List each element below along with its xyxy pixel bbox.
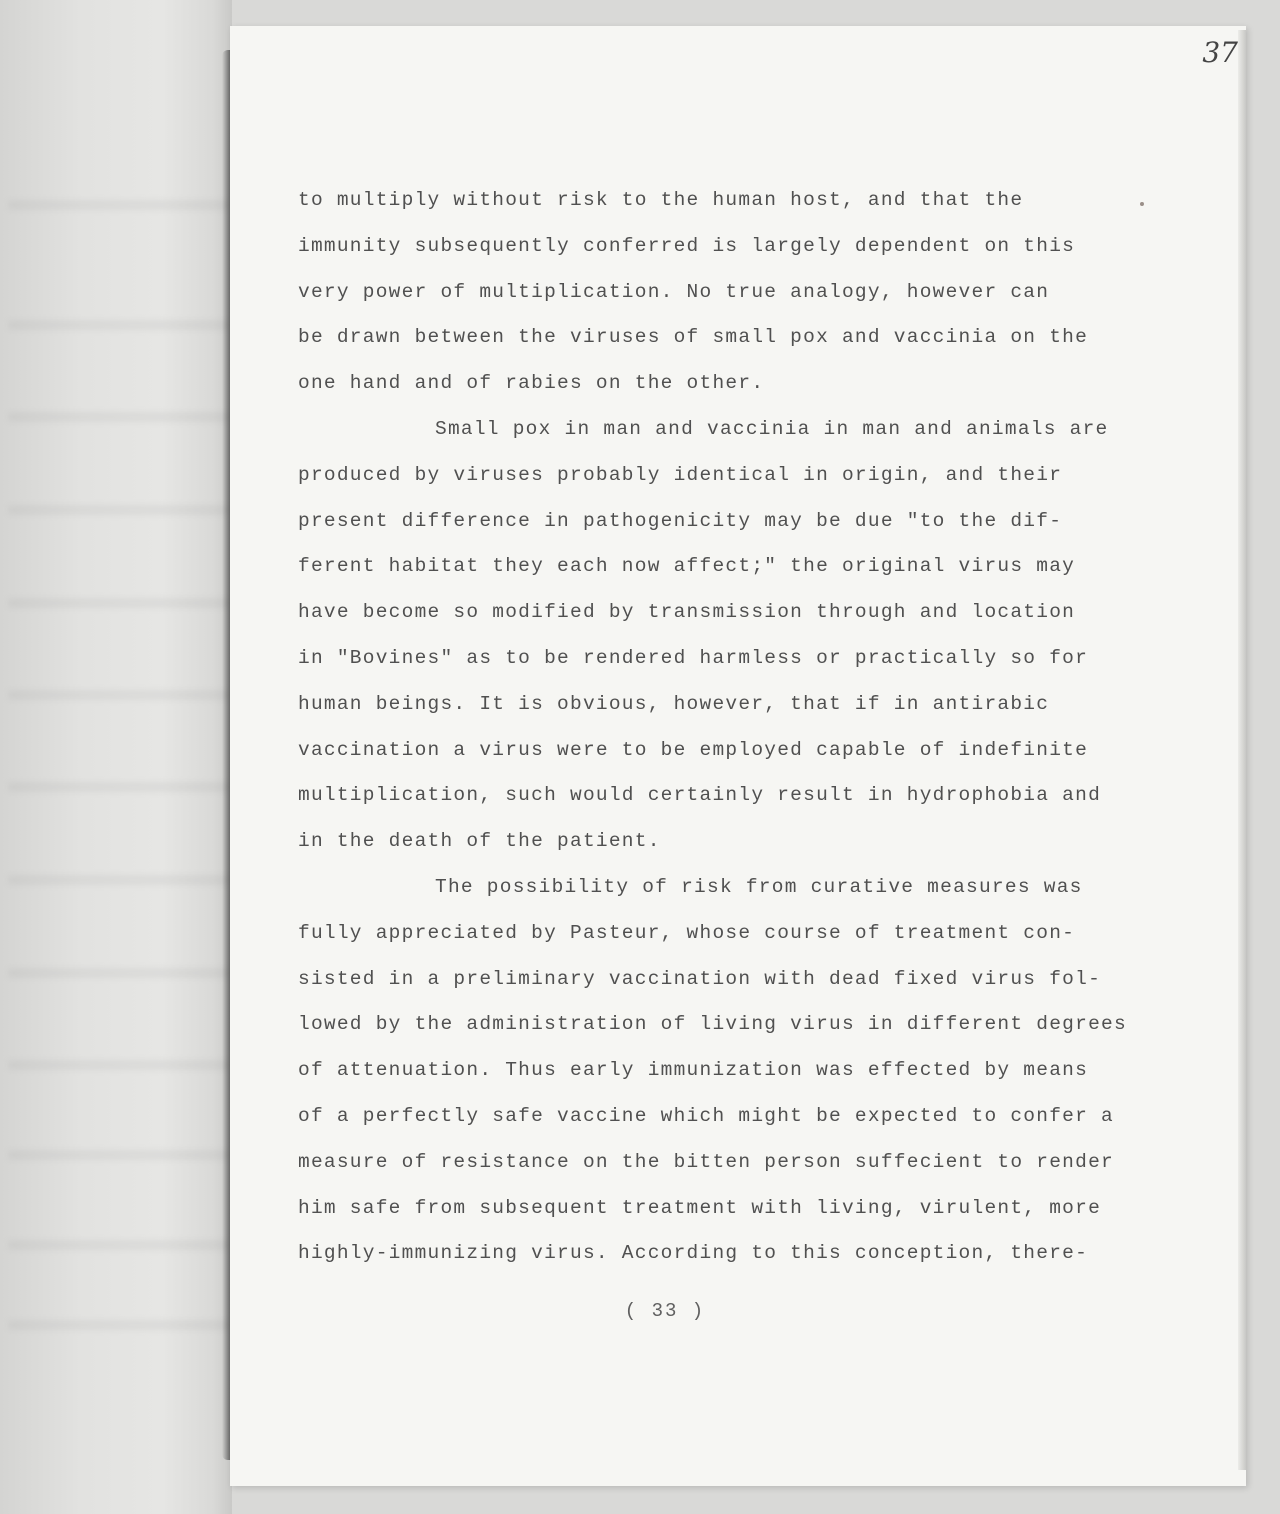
paragraph-start-line: The possibility of risk from curative measures was xyxy=(435,875,1083,898)
text-line: highly-immunizing virus. According to this conception, there- xyxy=(298,1242,1089,1265)
text-line: in "Bovines" as to be rendered harmless or practically so for xyxy=(298,646,1089,669)
faded-text-line xyxy=(8,320,232,330)
faded-text-line xyxy=(8,1150,232,1160)
faded-text-line xyxy=(8,782,232,792)
text-line: him safe from subsequent treatment with living, virulent, more xyxy=(298,1196,1102,1219)
text-line: vaccination a virus were to be employed capable of indefinite xyxy=(298,738,1089,761)
faded-text-line xyxy=(8,968,232,978)
body-text xyxy=(298,178,1198,1277)
text-line: measure of resistance on the bitten person suffecient to render xyxy=(298,1150,1114,1173)
typewritten-page xyxy=(230,26,1246,1486)
page-edge xyxy=(1238,30,1246,1470)
text-line: have become so modified by transmission through and location xyxy=(298,601,1076,624)
faded-text-line xyxy=(8,690,232,700)
faded-text-line xyxy=(8,875,232,885)
page-number: ( 33 ) xyxy=(624,1300,706,1322)
text-line: multiplication, such would certainly result in hydrophobia and xyxy=(298,784,1102,807)
paragraph-start-line: Small pox in man and vaccinia in man and animals are xyxy=(435,417,1109,440)
text-line: produced by viruses probably identical in origin, and their xyxy=(298,463,1063,486)
faded-text-line xyxy=(8,200,232,210)
text-line: to multiply without risk to the human host, and that the xyxy=(298,189,1024,211)
text-line: fully appreciated by Pasteur, whose course of treatment con- xyxy=(298,921,1076,944)
faded-text-line xyxy=(8,1060,232,1070)
facing-page xyxy=(0,0,232,1514)
text-line: immunity subsequently conferred is largely dependent on this xyxy=(298,234,1076,257)
folio-number: 37 xyxy=(1202,36,1238,69)
faded-text-line xyxy=(8,598,232,608)
faded-text-line xyxy=(8,412,232,422)
text-line: of a perfectly safe vaccine which might be expected to confer a xyxy=(298,1104,1114,1127)
faded-text-line xyxy=(8,1240,232,1250)
text-line: ferent habitat they each now affect;" the original virus may xyxy=(298,555,1076,578)
text-line: in the death of the patient. xyxy=(298,830,661,853)
text-line: present difference in pathogenicity may be due "to the dif- xyxy=(298,509,1063,532)
text-line: lowed by the administration of living virus in different degrees xyxy=(298,1013,1127,1036)
text-line: be drawn between the viruses of small pox and vaccinia on the xyxy=(298,326,1089,349)
text-line: of attenuation. Thus early immunization was effected by means xyxy=(298,1059,1089,1082)
faded-text-line xyxy=(8,1320,232,1330)
faded-text-line xyxy=(8,505,232,515)
text-line: human beings. It is obvious, however, that if in antirabic xyxy=(298,692,1050,715)
text-line: sisted in a preliminary vaccination with dead fixed virus fol- xyxy=(298,967,1102,990)
text-line: very power of multiplication. No true analogy, however can xyxy=(298,280,1050,303)
text-line: one hand and of rabies on the other. xyxy=(298,372,765,395)
